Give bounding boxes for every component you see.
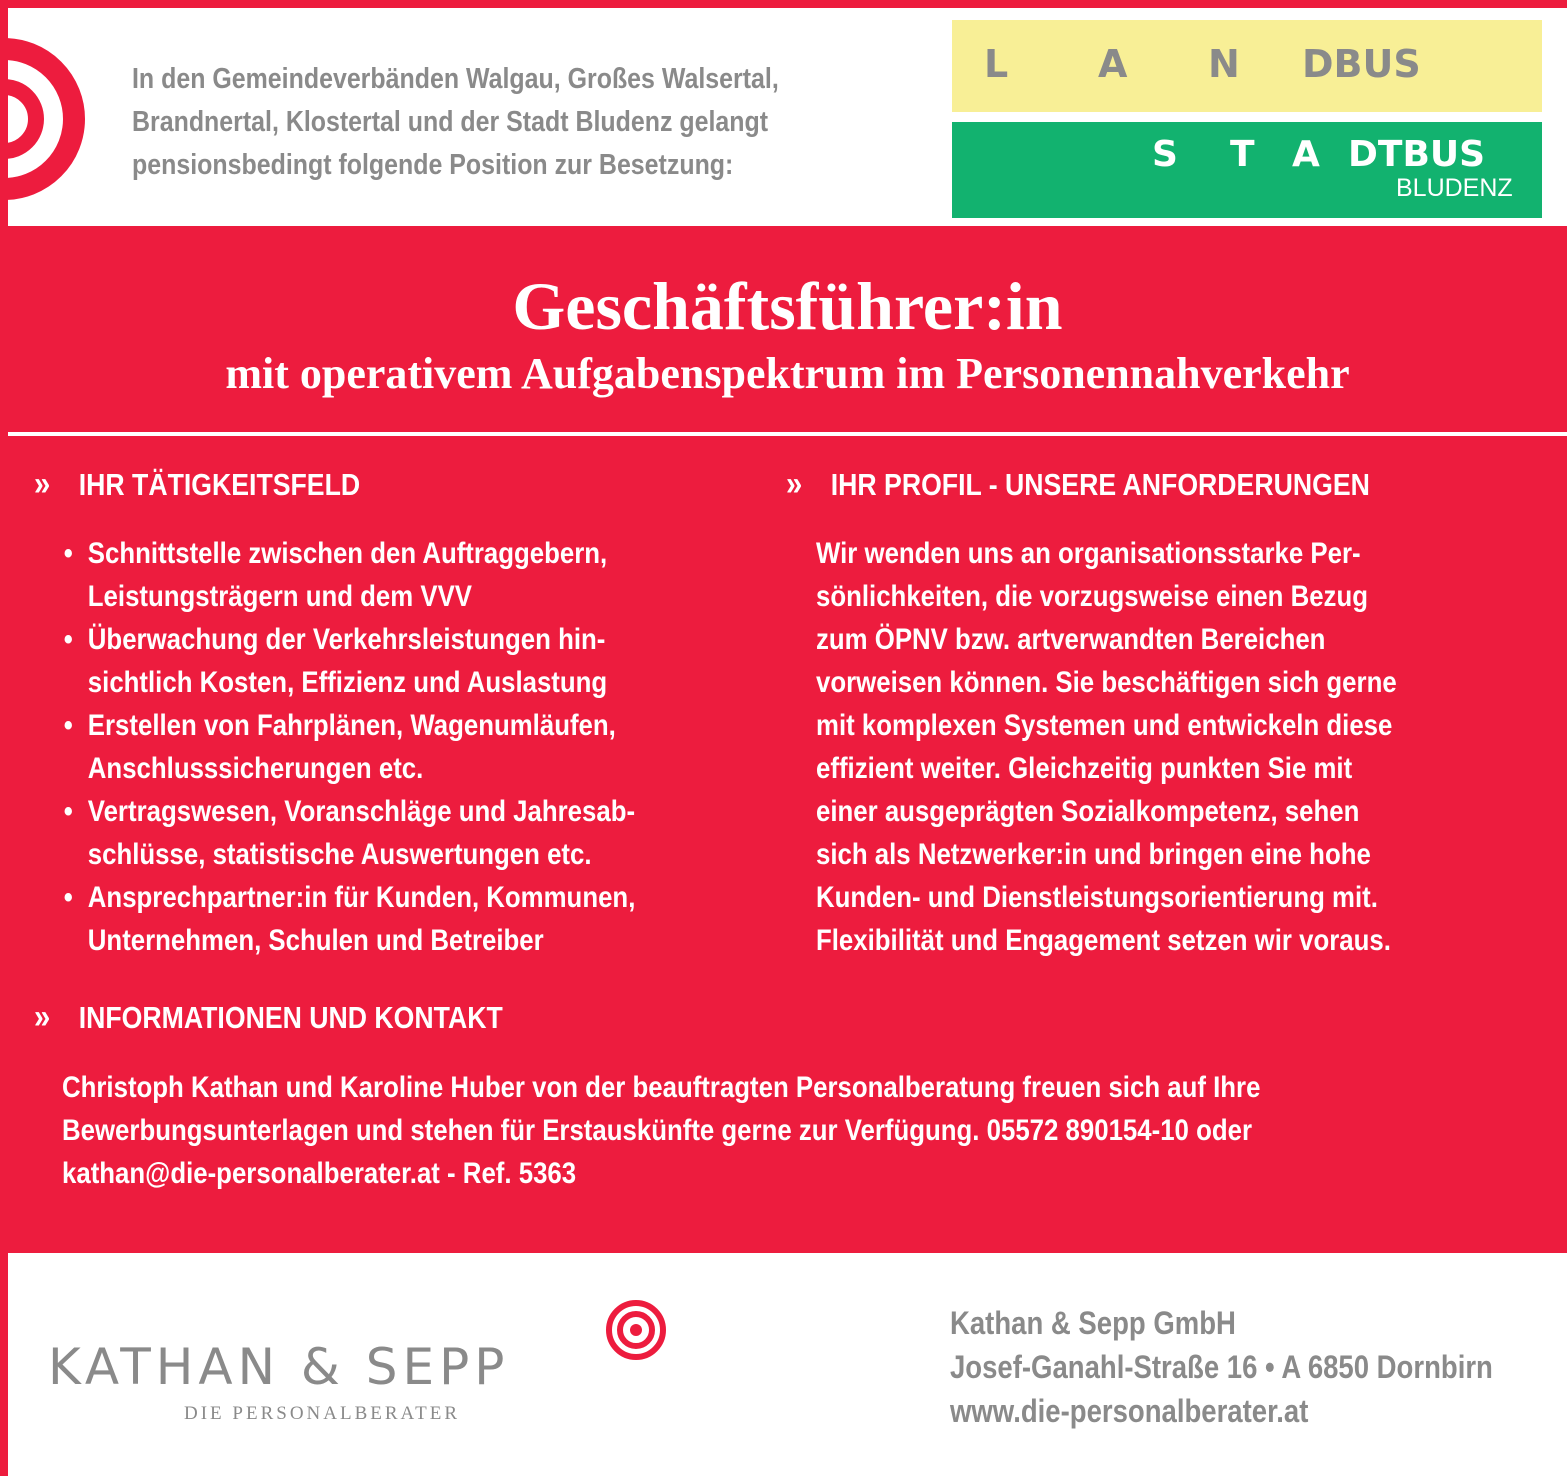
profile-heading (786, 464, 1370, 505)
profile-line: zum ÖPNV bzw. artverwandten Bereichen (816, 623, 1326, 656)
company-name: Kathan & Sepp GmbH (950, 1305, 1236, 1341)
list-item (62, 704, 767, 790)
intro-line: pensionsbedingt folgende Position zur Besetzung: (132, 149, 734, 181)
list-item-line: Schnittstelle zwischen den Auftraggebern, (87, 537, 608, 570)
profile-line: vorweisen können. Sie beschäftigen sich gerne (816, 666, 1397, 699)
intro-line: In den Gemeindeverbänden Walgau, Großes Walsertal, (132, 63, 779, 95)
tasks-heading (34, 464, 360, 505)
landbus-letter: L (984, 42, 1009, 86)
profile-line: einer ausgeprägten Sozialkompetenz, sehen (816, 795, 1360, 828)
chevron-right-icon: » (786, 465, 799, 503)
contact-heading-text: INFORMATIONEN UND KONTAKT (78, 1000, 503, 1035)
task-list (62, 532, 767, 962)
profile-line: sich als Netzwerker:in und bringen eine hohe (816, 838, 1371, 871)
company-website: www.die-personalberater.at (950, 1393, 1309, 1429)
profile-text (816, 532, 1564, 962)
stadtbus-letter: T (1230, 134, 1255, 175)
kathan-sepp-logo: KATHAN & SEPP (48, 1338, 510, 1396)
profile-heading-text: IHR PROFIL - UNSERE ANFORDERUNGEN (830, 467, 1370, 502)
tasks-heading-text: IHR TÄTIGKEITSFELD (78, 467, 361, 502)
stadtbus-letter: S (1152, 134, 1178, 175)
profile-line: Kunden- und Dienstleistungsorientierung mit. (816, 881, 1378, 914)
contact-heading (34, 997, 503, 1038)
list-item-line: Anschlusssicherungen etc. (87, 752, 424, 785)
list-item-line: schlüsse, statistische Auswertungen etc. (87, 838, 592, 871)
contact-line: Christoph Kathan und Karoline Huber von der beauftragten Personalberatung freuen sich auf Ihre (62, 1071, 1261, 1104)
profile-line: Wir wenden uns an organisationsstarke Per- (816, 537, 1361, 570)
intro-text (132, 58, 820, 187)
list-item-line: Leistungsträgern und dem VVV (87, 580, 472, 613)
target-icon (605, 1299, 667, 1361)
list-item (62, 618, 767, 704)
landbus-letter: A (1098, 42, 1128, 86)
list-item-line: Erstellen von Fahrplänen, Wagenumläufen, (87, 709, 616, 742)
job-subtitle: mit operativem Aufgabenspektrum im Personennahverkehr (225, 349, 1350, 398)
company-address: Josef-Ganahl-Straße 16 • A 6850 Dornbirn (950, 1349, 1493, 1385)
divider (8, 432, 1567, 436)
list-item (62, 876, 767, 962)
list-item (62, 532, 767, 618)
landbus-logo (952, 20, 1542, 112)
stadtbus-logo (952, 122, 1542, 218)
intro-line: Brandnertal, Klostertal und der Stadt Bludenz gelangt (132, 106, 769, 138)
company-info (950, 1301, 1493, 1433)
contact-text (62, 1066, 1472, 1195)
profile-line: sönlichkeiten, die vorzugsweise einen Bezug (816, 580, 1368, 613)
stadtbus-letter: A (1292, 134, 1320, 175)
logo-tagline: DIE PERSONALBERATER (184, 1403, 461, 1424)
contact-line: kathan@die-personalberater.at - Ref. 5363 (62, 1157, 577, 1190)
landbus-letter: DBUS (1302, 42, 1421, 86)
profile-line: Flexibilität und Engagement setzen wir voraus. (816, 924, 1391, 957)
profile-line: mit komplexen Systemen und entwickeln diese (816, 709, 1393, 742)
job-title: Geschäftsführer:in (512, 268, 1063, 344)
stadtbus-letter: DTBUS (1348, 134, 1486, 175)
landbus-letter: N (1208, 42, 1240, 86)
list-item-line: Unternehmen, Schulen und Betreiber (87, 924, 544, 957)
list-item-line: Vertragswesen, Voranschläge und Jahresab- (87, 795, 636, 828)
list-item-line: sichtlich Kosten, Effizienz und Auslastung (87, 666, 608, 699)
footer (8, 1253, 1567, 1476)
stadtbus-city: BLUDENZ (1396, 174, 1513, 202)
contact-line: Bewerbungsunterlagen und stehen für Erstauskünfte gerne zur Verfügung. 05572 890154-10 oder (62, 1114, 1252, 1147)
list-item-line: Ansprechpartner:in für Kunden, Kommunen, (87, 881, 636, 914)
chevron-right-icon: » (34, 998, 47, 1036)
concentric-arcs-icon (8, 34, 104, 204)
chevron-right-icon: » (34, 465, 47, 503)
profile-line: effizient weiter. Gleichzeitig punkten Sie mit (816, 752, 1353, 785)
list-item (62, 790, 767, 876)
list-item-line: Überwachung der Verkehrsleistungen hin- (87, 623, 606, 656)
header (8, 8, 1567, 226)
